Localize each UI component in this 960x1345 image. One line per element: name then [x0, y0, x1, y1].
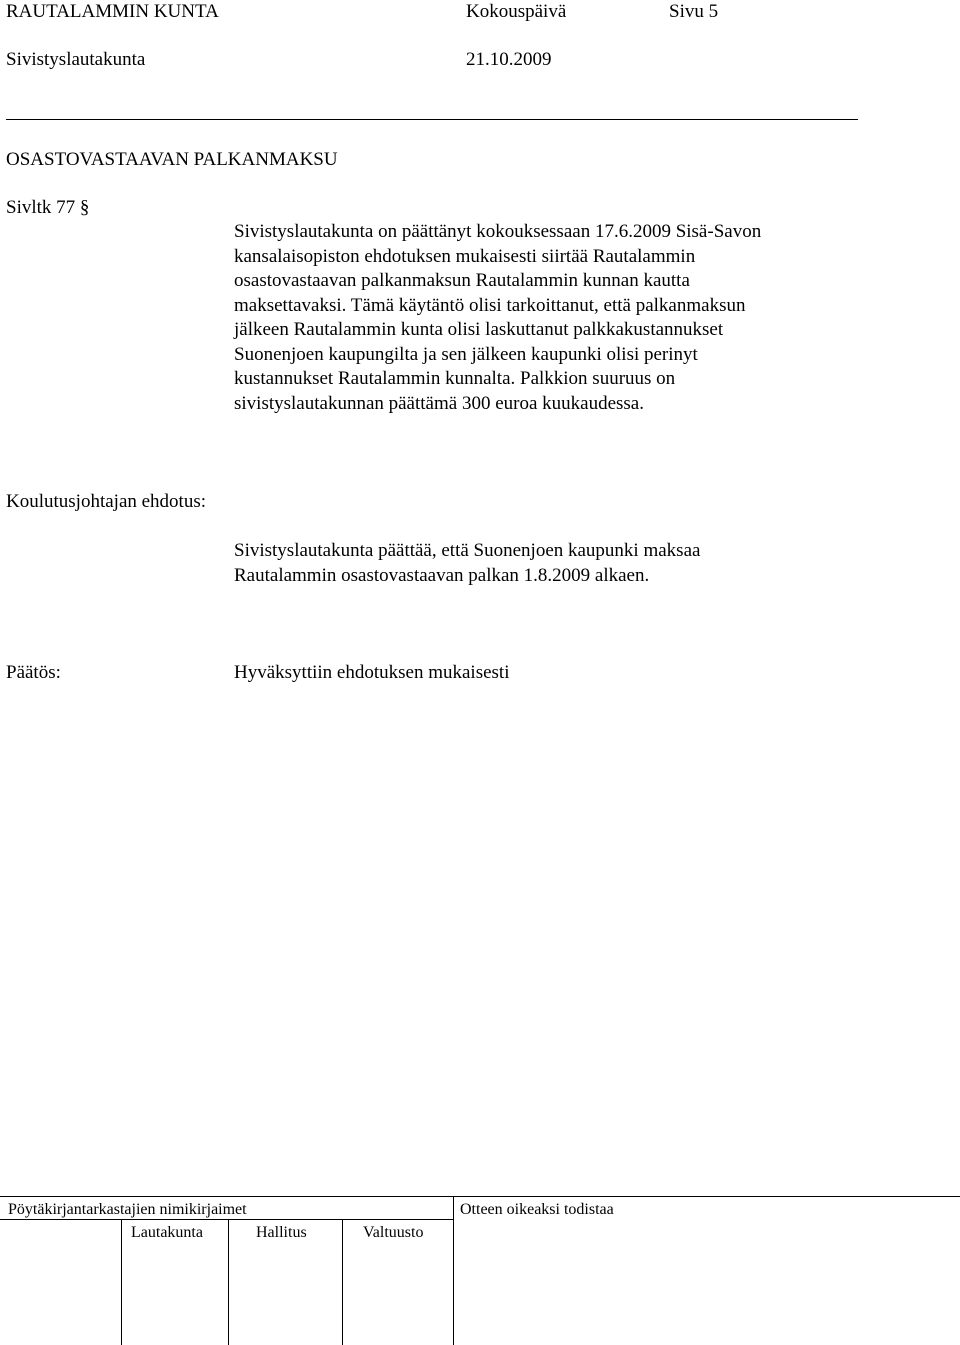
meeting-date: 21.10.2009	[466, 49, 552, 70]
page-number: Sivu 5	[669, 1, 719, 22]
body-line: Suonenjoen kaupungilta ja sen jälkeen kaupunki olisi perinyt	[234, 343, 698, 365]
section-title: OSASTOVASTAAVAN PALKANMAKSU	[6, 149, 338, 170]
organization-name: RAUTALAMMIN KUNTA	[6, 1, 219, 22]
committee-name: Sivistyslautakunta	[6, 49, 146, 70]
body-line: sivistyslautakunnan päättämä 300 euroa kuukaudessa.	[234, 392, 644, 414]
footer-top-rule	[0, 1196, 960, 1197]
certified-label: Otteen oikeaksi todistaa	[460, 1201, 614, 1218]
proposal-line: Rautalammin osastovastaavan palkan 1.8.2009 alkaen.	[234, 564, 650, 586]
footer-column-lautakunta: Lautakunta	[131, 1224, 203, 1241]
body-line: jälkeen Rautalammin kunta olisi laskuttanut palkkakustannukset	[234, 319, 724, 340]
body-line: Sivistyslautakunta on päättänyt kokouksessaan 17.6.2009 Sisä-Savon	[234, 221, 762, 242]
decision-text: Hyväksyttiin ehdotuksen mukaisesti	[234, 662, 510, 683]
footer-column-divider	[453, 1196, 454, 1345]
body-line: maksettavaksi. Tämä käytäntö olisi tarkoittanut, että palkanmaksun	[234, 294, 746, 316]
footer-cell-divider	[228, 1219, 229, 1345]
body-paragraph	[234, 220, 874, 416]
meeting-date-label: Kokouspäivä	[466, 1, 567, 22]
header-rule	[6, 119, 858, 120]
paragraph-reference: Sivltk 77 §	[6, 197, 90, 218]
proposal-line: Sivistyslautakunta päättää, että Suonenjoen kaupunki maksaa	[234, 540, 701, 561]
proposal-text	[234, 539, 874, 588]
body-line: kustannukset Rautalammin kunnalta. Palkkion suuruus on	[234, 368, 676, 389]
decision-label: Päätös:	[6, 662, 61, 683]
body-line: kansalaisopiston ehdotuksen mukaisesti siirtää Rautalammin	[234, 245, 696, 267]
body-line: osastovastaavan palkanmaksun Rautalammin kunnan kautta	[234, 270, 690, 291]
footer-column-valtuusto: Valtuusto	[363, 1224, 424, 1241]
footer-column-hallitus: Hallitus	[256, 1224, 307, 1241]
footer-cell-divider	[121, 1219, 122, 1345]
signatures-label: Pöytäkirjantarkastajien nimikirjaimet	[8, 1201, 247, 1218]
proposal-label: Koulutusjohtajan ehdotus:	[6, 491, 207, 512]
footer-cell-divider	[342, 1219, 343, 1345]
